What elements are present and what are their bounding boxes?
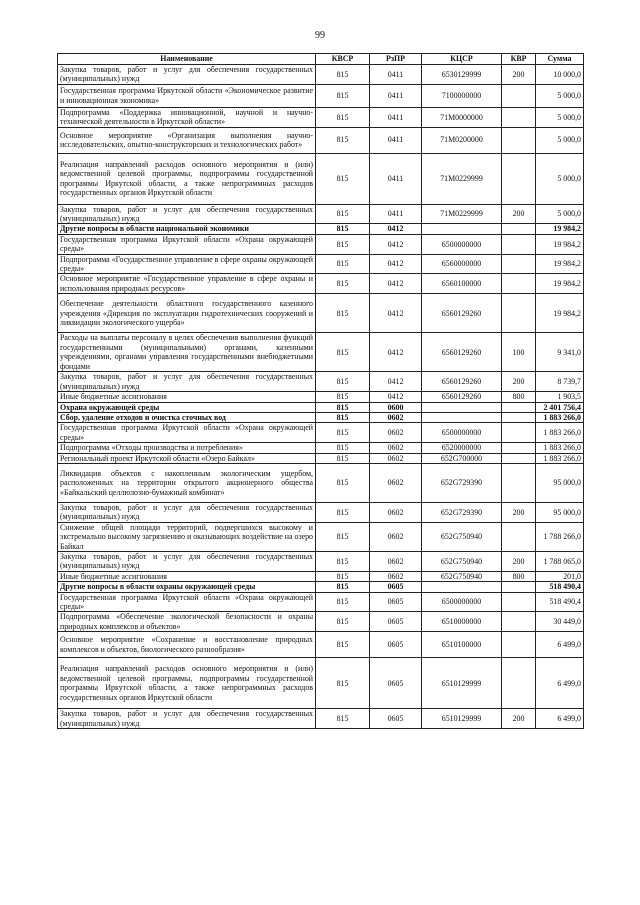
cell-kvsr: 815 bbox=[316, 592, 370, 612]
cell-kvsr: 815 bbox=[316, 402, 370, 412]
cell-name: Государственная программа Иркутской области «Охрана окружающей среды» bbox=[58, 234, 316, 254]
cell-sum: 5 000,0 bbox=[536, 204, 584, 224]
cell-kvr bbox=[502, 107, 536, 127]
cell-kvr bbox=[502, 463, 536, 502]
cell-kvr: 800 bbox=[502, 571, 536, 581]
cell-sum: 6 499,0 bbox=[536, 709, 584, 729]
cell-name: Обеспечение деятельности областного государственного казенного учреждения «Дирекция по эксплуатации гидротехнических сооружений и ликвидации экологического ущерба» bbox=[58, 294, 316, 333]
cell-kcsr: 71M0000000 bbox=[422, 107, 502, 127]
table-row bbox=[58, 443, 584, 453]
cell-kcsr: 71M0229999 bbox=[422, 204, 502, 224]
header-sum: Сумма bbox=[536, 54, 584, 65]
cell-name: Расходы на выплаты персоналу в целях обеспечения выполнения функций государственными (муниципальными) органами, казенными учреждениями, органами управления государственными внебюджетными фондами bbox=[58, 333, 316, 372]
cell-kvsr: 815 bbox=[316, 392, 370, 402]
cell-sum: 5 000,0 bbox=[536, 153, 584, 204]
table-row bbox=[58, 153, 584, 204]
cell-name: Подпрограмма «Отходы производства и потребления» bbox=[58, 443, 316, 453]
cell-kvr: 200 bbox=[502, 65, 536, 85]
table-row bbox=[58, 658, 584, 709]
header-name: Наименование bbox=[58, 54, 316, 65]
cell-name: Государственная программа Иркутской области «Экономическое развитие и инновационная экономика» bbox=[58, 84, 316, 107]
cell-name: Подпрограмма «Обеспечение экологической безопасности и охраны природных комплексов и объектов» bbox=[58, 612, 316, 632]
table-row bbox=[58, 333, 584, 372]
cell-kvr: 200 bbox=[502, 372, 536, 392]
cell-kvsr: 815 bbox=[316, 551, 370, 571]
cell-kvr bbox=[502, 522, 536, 551]
cell-kcsr: 6500000000 bbox=[422, 234, 502, 254]
cell-sum: 1 883 266,0 bbox=[536, 443, 584, 453]
cell-kvsr: 815 bbox=[316, 571, 370, 581]
table-row bbox=[58, 84, 584, 107]
cell-sum: 8 739,7 bbox=[536, 372, 584, 392]
cell-kvr: 200 bbox=[502, 204, 536, 224]
table-row bbox=[58, 582, 584, 592]
cell-kcsr: 71M0229999 bbox=[422, 153, 502, 204]
cell-rzpr: 0602 bbox=[370, 551, 422, 571]
cell-rzpr: 0602 bbox=[370, 453, 422, 463]
table-row bbox=[58, 571, 584, 581]
cell-rzpr: 0411 bbox=[370, 84, 422, 107]
cell-kvr bbox=[502, 612, 536, 632]
cell-kcsr bbox=[422, 224, 502, 234]
cell-kvsr: 815 bbox=[316, 632, 370, 658]
cell-kvsr: 815 bbox=[316, 709, 370, 729]
cell-kvr bbox=[502, 412, 536, 422]
table-row bbox=[58, 234, 584, 254]
cell-kvsr: 815 bbox=[316, 234, 370, 254]
table-row bbox=[58, 632, 584, 658]
cell-rzpr: 0602 bbox=[370, 443, 422, 453]
cell-kvr bbox=[502, 582, 536, 592]
cell-kvsr: 815 bbox=[316, 204, 370, 224]
cell-sum: 19 984,2 bbox=[536, 274, 584, 294]
cell-kvsr: 815 bbox=[316, 153, 370, 204]
cell-name: Ликвидация объектов с накопленным экологическим ущербом, расположенных на территории открытого акционерного общества «Байкальский целлюлозно-бумажный комбинат» bbox=[58, 463, 316, 502]
table-row bbox=[58, 204, 584, 224]
cell-rzpr: 0602 bbox=[370, 423, 422, 443]
cell-kcsr: 6530129999 bbox=[422, 65, 502, 85]
cell-rzpr: 0411 bbox=[370, 65, 422, 85]
page-number: 99 bbox=[315, 30, 325, 41]
cell-rzpr: 0602 bbox=[370, 412, 422, 422]
cell-sum: 5 000,0 bbox=[536, 107, 584, 127]
budget-table bbox=[57, 53, 584, 729]
cell-name: Закупка товаров, работ и услуг для обеспечения государственных (муниципальных) нужд bbox=[58, 65, 316, 85]
cell-kvsr: 815 bbox=[316, 84, 370, 107]
cell-kvr bbox=[502, 224, 536, 234]
cell-name: Закупка товаров, работ и услуг для обеспечения государственных (муниципальных) нужд bbox=[58, 372, 316, 392]
cell-name: Реализация направлений расходов основного мероприятия и (или) ведомственной целевой программы, подпрограммы государственной программы Иркутской области, а также непрограммных расходов государственных органов Иркутской области bbox=[58, 658, 316, 709]
cell-sum: 5 000,0 bbox=[536, 127, 584, 153]
cell-name: Региональный проект Иркутской области «Озеро Байкал» bbox=[58, 453, 316, 463]
table-row bbox=[58, 372, 584, 392]
cell-rzpr: 0600 bbox=[370, 402, 422, 412]
cell-name: Государственная программа Иркутской области «Охрана окружающей среды» bbox=[58, 423, 316, 443]
cell-kvr: 200 bbox=[502, 502, 536, 522]
cell-kvsr: 815 bbox=[316, 453, 370, 463]
cell-kvr bbox=[502, 453, 536, 463]
cell-kcsr: 652G729390 bbox=[422, 502, 502, 522]
cell-sum: 2 401 756,4 bbox=[536, 402, 584, 412]
cell-sum: 19 984,2 bbox=[536, 224, 584, 234]
header-kvr: КВР bbox=[502, 54, 536, 65]
table-row bbox=[58, 453, 584, 463]
table-row bbox=[58, 423, 584, 443]
cell-kvr bbox=[502, 127, 536, 153]
cell-kcsr: 652G700000 bbox=[422, 453, 502, 463]
cell-sum: 6 499,0 bbox=[536, 658, 584, 709]
cell-kvr bbox=[502, 423, 536, 443]
cell-sum: 1 883 266,0 bbox=[536, 423, 584, 443]
cell-kvsr: 815 bbox=[316, 582, 370, 592]
cell-kvsr: 815 bbox=[316, 412, 370, 422]
cell-kvr: 200 bbox=[502, 551, 536, 571]
table-row bbox=[58, 402, 584, 412]
table-row bbox=[58, 254, 584, 274]
cell-rzpr: 0605 bbox=[370, 632, 422, 658]
table-row bbox=[58, 392, 584, 402]
cell-rzpr: 0605 bbox=[370, 612, 422, 632]
cell-kcsr: 6510129999 bbox=[422, 658, 502, 709]
cell-rzpr: 0412 bbox=[370, 392, 422, 402]
table-row bbox=[58, 127, 584, 153]
cell-rzpr: 0411 bbox=[370, 153, 422, 204]
cell-kvr bbox=[502, 153, 536, 204]
cell-rzpr: 0411 bbox=[370, 127, 422, 153]
cell-kvsr: 815 bbox=[316, 127, 370, 153]
cell-name: Реализация направлений расходов основного мероприятия и (или) ведомственной целевой программы, подпрограммы государственной программы Иркутской области, а также непрограммных расходов государственных органов Иркутской области bbox=[58, 153, 316, 204]
cell-name: Основное мероприятие «Организация выполнения научно-исследовательских, опытно-конструкторских и технологических работ» bbox=[58, 127, 316, 153]
cell-kvsr: 815 bbox=[316, 463, 370, 502]
cell-rzpr: 0605 bbox=[370, 592, 422, 612]
cell-kcsr: 71M0200000 bbox=[422, 127, 502, 153]
cell-kvsr: 815 bbox=[316, 333, 370, 372]
table-row bbox=[58, 107, 584, 127]
cell-sum: 1 883 266,0 bbox=[536, 412, 584, 422]
cell-name: Снижение общей площади территорий, подвергшихся высокому и экстремально высокому загрязнению и оказывающих воздействие на озеро Байкал bbox=[58, 522, 316, 551]
table-row bbox=[58, 709, 584, 729]
cell-name: Другие вопросы в области национальной экономики bbox=[58, 224, 316, 234]
cell-sum: 5 000,0 bbox=[536, 84, 584, 107]
cell-kvsr: 815 bbox=[316, 65, 370, 85]
cell-kvr: 100 bbox=[502, 333, 536, 372]
cell-rzpr: 0605 bbox=[370, 658, 422, 709]
cell-name: Иные бюджетные ассигнования bbox=[58, 392, 316, 402]
cell-kvsr: 815 bbox=[316, 522, 370, 551]
cell-kcsr: 6560000000 bbox=[422, 254, 502, 274]
cell-kvsr: 815 bbox=[316, 224, 370, 234]
cell-name: Закупка товаров, работ и услуг для обеспечения государственных (муниципальных) нужд bbox=[58, 204, 316, 224]
cell-rzpr: 0602 bbox=[370, 463, 422, 502]
cell-kvsr: 815 bbox=[316, 274, 370, 294]
cell-name: Подпрограмма «Поддержка инновационной, научной и научно-технической деятельности в Иркутской области» bbox=[58, 107, 316, 127]
cell-kcsr: 6560129260 bbox=[422, 392, 502, 402]
cell-kvsr: 815 bbox=[316, 502, 370, 522]
table-row bbox=[58, 502, 584, 522]
cell-kcsr: 652G729390 bbox=[422, 463, 502, 502]
cell-rzpr: 0412 bbox=[370, 274, 422, 294]
cell-kcsr: 6500000000 bbox=[422, 592, 502, 612]
cell-sum: 6 499,0 bbox=[536, 632, 584, 658]
cell-sum: 518 490,4 bbox=[536, 582, 584, 592]
cell-rzpr: 0605 bbox=[370, 582, 422, 592]
cell-sum: 201,0 bbox=[536, 571, 584, 581]
cell-sum: 19 984,2 bbox=[536, 294, 584, 333]
table-body bbox=[58, 65, 584, 729]
cell-rzpr: 0412 bbox=[370, 333, 422, 372]
cell-rzpr: 0412 bbox=[370, 294, 422, 333]
cell-name: Закупка товаров, работ и услуг для обеспечения государственных (муниципальных) нужд bbox=[58, 502, 316, 522]
cell-rzpr: 0602 bbox=[370, 571, 422, 581]
cell-kvsr: 815 bbox=[316, 658, 370, 709]
cell-sum: 19 984,2 bbox=[536, 254, 584, 274]
cell-rzpr: 0412 bbox=[370, 372, 422, 392]
cell-kvr bbox=[502, 294, 536, 333]
cell-kvsr: 815 bbox=[316, 612, 370, 632]
table-row bbox=[58, 592, 584, 612]
cell-rzpr: 0412 bbox=[370, 224, 422, 234]
table-row bbox=[58, 551, 584, 571]
cell-kvsr: 815 bbox=[316, 107, 370, 127]
cell-kcsr: 7100000000 bbox=[422, 84, 502, 107]
cell-kvr bbox=[502, 632, 536, 658]
header-rzpr: РзПР bbox=[370, 54, 422, 65]
cell-kcsr: 652G750940 bbox=[422, 551, 502, 571]
cell-name: Сбор, удаление отходов и очистка сточных вод bbox=[58, 412, 316, 422]
cell-sum: 10 000,0 bbox=[536, 65, 584, 85]
cell-kcsr bbox=[422, 412, 502, 422]
cell-kvr bbox=[502, 402, 536, 412]
cell-sum: 1 788 065,0 bbox=[536, 551, 584, 571]
table-row bbox=[58, 65, 584, 85]
cell-sum: 518 490,4 bbox=[536, 592, 584, 612]
cell-name: Государственная программа Иркутской области «Охрана окружающей среды» bbox=[58, 592, 316, 612]
cell-kvr bbox=[502, 254, 536, 274]
cell-kcsr: 6520000000 bbox=[422, 443, 502, 453]
header-kcsr: КЦСР bbox=[422, 54, 502, 65]
cell-rzpr: 0412 bbox=[370, 254, 422, 274]
cell-kvr: 800 bbox=[502, 392, 536, 402]
cell-name: Охрана окружающей среды bbox=[58, 402, 316, 412]
cell-kvsr: 815 bbox=[316, 372, 370, 392]
cell-rzpr: 0411 bbox=[370, 107, 422, 127]
cell-kvr bbox=[502, 443, 536, 453]
cell-kvr bbox=[502, 234, 536, 254]
cell-name: Подпрограмма «Государственное управление в сфере охраны окружающей среды» bbox=[58, 254, 316, 274]
cell-sum: 1 883 266,0 bbox=[536, 453, 584, 463]
cell-rzpr: 0602 bbox=[370, 522, 422, 551]
cell-sum: 1 788 266,0 bbox=[536, 522, 584, 551]
cell-kcsr: 6510100000 bbox=[422, 632, 502, 658]
cell-name: Закупка товаров, работ и услуг для обеспечения государственных (муниципальных) нужд bbox=[58, 709, 316, 729]
cell-sum: 95 000,0 bbox=[536, 463, 584, 502]
cell-kcsr bbox=[422, 582, 502, 592]
cell-kvsr: 815 bbox=[316, 254, 370, 274]
cell-sum: 9 341,0 bbox=[536, 333, 584, 372]
cell-name: Закупка товаров, работ и услуг для обеспечения государственных (муниципальных) нужд bbox=[58, 551, 316, 571]
cell-kcsr: 6560129260 bbox=[422, 333, 502, 372]
table-row bbox=[58, 463, 584, 502]
table-header-row bbox=[58, 54, 584, 65]
table-row bbox=[58, 224, 584, 234]
cell-kvsr: 815 bbox=[316, 294, 370, 333]
cell-name: Другие вопросы в области охраны окружающей среды bbox=[58, 582, 316, 592]
cell-kcsr: 6500000000 bbox=[422, 423, 502, 443]
cell-kcsr: 6560129260 bbox=[422, 294, 502, 333]
cell-name: Основное мероприятие «Сохранение и восстановление природных комплексов и объектов, биологического разнообразия» bbox=[58, 632, 316, 658]
cell-kvr bbox=[502, 658, 536, 709]
table-row bbox=[58, 522, 584, 551]
cell-kcsr: 6510129999 bbox=[422, 709, 502, 729]
cell-kcsr: 6510000000 bbox=[422, 612, 502, 632]
cell-rzpr: 0602 bbox=[370, 502, 422, 522]
table-row bbox=[58, 294, 584, 333]
cell-kvsr: 815 bbox=[316, 443, 370, 453]
cell-sum: 19 984,2 bbox=[536, 234, 584, 254]
header-kvsr: КВСР bbox=[316, 54, 370, 65]
cell-name: Основное мероприятие «Государственное управление в сфере охраны и использования природных ресурсов» bbox=[58, 274, 316, 294]
cell-sum: 30 449,0 bbox=[536, 612, 584, 632]
cell-kcsr: 652G750940 bbox=[422, 571, 502, 581]
cell-kcsr bbox=[422, 402, 502, 412]
cell-rzpr: 0411 bbox=[370, 204, 422, 224]
table-row bbox=[58, 412, 584, 422]
cell-kcsr: 6560129260 bbox=[422, 372, 502, 392]
cell-sum: 1 903,5 bbox=[536, 392, 584, 402]
cell-kvr bbox=[502, 84, 536, 107]
table-row bbox=[58, 612, 584, 632]
cell-rzpr: 0412 bbox=[370, 234, 422, 254]
cell-kvr: 200 bbox=[502, 709, 536, 729]
cell-kvr bbox=[502, 274, 536, 294]
cell-kcsr: 652G750940 bbox=[422, 522, 502, 551]
cell-kcsr: 6560100000 bbox=[422, 274, 502, 294]
cell-rzpr: 0605 bbox=[370, 709, 422, 729]
cell-name: Иные бюджетные ассигнования bbox=[58, 571, 316, 581]
cell-kvsr: 815 bbox=[316, 423, 370, 443]
cell-kvr bbox=[502, 592, 536, 612]
cell-sum: 95 000,0 bbox=[536, 502, 584, 522]
table-row bbox=[58, 274, 584, 294]
